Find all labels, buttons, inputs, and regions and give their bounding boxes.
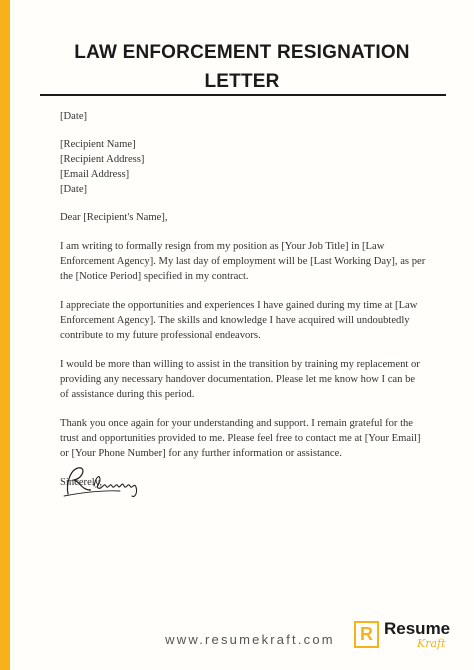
resumekraft-logo xyxy=(354,619,464,651)
signature-image xyxy=(60,460,160,500)
logo-word: Resume xyxy=(384,619,451,638)
paragraph-line: I appreciate the opportunities and experiences I have gained during my time at [Law xyxy=(60,300,418,311)
salutation: Dear [Recipient's Name], xyxy=(60,212,168,223)
paragraph-line: or [Your Phone Number] for any further information or assistance. xyxy=(60,448,342,459)
paragraph-line: contribute to my future professional endeavors. xyxy=(60,330,261,341)
page-title xyxy=(10,38,474,96)
paragraph-2 xyxy=(60,298,440,343)
recipient-block xyxy=(60,137,440,197)
recipient-name: [Recipient Name] xyxy=(60,139,136,150)
recipient-address: [Recipient Address] xyxy=(60,154,145,165)
accent-bar xyxy=(0,0,10,670)
paragraph-line: Enforcement Agency]. My last day of employment will be [Last Working Day], as per xyxy=(60,256,426,267)
recipient-email: [Email Address] xyxy=(60,169,130,180)
letter-page xyxy=(10,0,474,670)
paragraph-4 xyxy=(60,416,440,461)
logo-mark-icon: R xyxy=(354,621,379,648)
paragraph-1 xyxy=(60,239,440,284)
logo-sub: Kraft xyxy=(417,637,446,650)
footer-url[interactable]: www.resumekraft.com xyxy=(165,632,335,647)
paragraph-line: Enforcement Agency]. The skills and knowledge I have acquired will undoubtedly xyxy=(60,315,410,326)
recipient-date: [Date] xyxy=(60,184,88,195)
paragraph-line: providing any necessary handover documentation. Please let me know how I can be xyxy=(60,374,416,385)
paragraph-line: I would be more than willing to assist in the transition by training my replacement or xyxy=(60,359,420,370)
paragraph-line: the [Notice Period] specified in my contract. xyxy=(60,271,249,282)
title-divider xyxy=(40,94,446,96)
date-line: [Date] xyxy=(60,111,88,122)
title-line-1: LAW ENFORCEMENT RESIGNATION xyxy=(74,42,410,63)
title-line-2: LETTER xyxy=(204,71,280,92)
paragraph-line: of assistance during this period. xyxy=(60,389,195,400)
closing: Sincerely, xyxy=(60,477,102,488)
paragraph-line: Thank you once again for your understanding and support. I remain grateful for the xyxy=(60,418,414,429)
paragraph-line: I am writing to formally resign from my position as [Your Job Title] in [Law xyxy=(60,241,385,252)
paragraph-3 xyxy=(60,357,440,402)
letter-body xyxy=(60,109,440,490)
paragraph-line: trust and opportunities provided to me. Please feel free to contact me at [Your Email] xyxy=(60,433,421,444)
